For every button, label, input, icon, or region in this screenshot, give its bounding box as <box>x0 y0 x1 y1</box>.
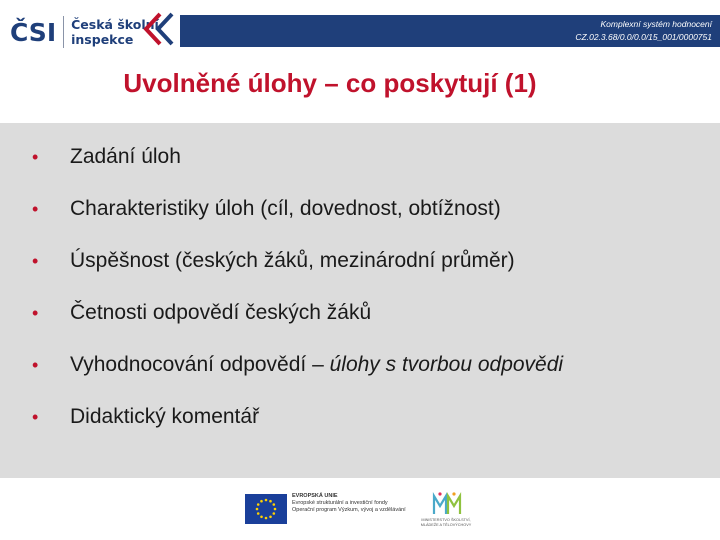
bullet-item <box>32 301 563 353</box>
bullet-text: Úspěšnost (českých žáků, mezinárodní průměr) <box>70 249 515 272</box>
project-name: Komplexní systém hodnocení <box>600 19 712 29</box>
funding-footer <box>0 478 720 540</box>
slide-header <box>0 0 720 62</box>
eu-line-2: Operační program Výzkum, vývoj a vzdělávání <box>292 507 406 513</box>
project-code: CZ.02.3.68/0.0/0.0/15_001/0000751 <box>575 32 712 42</box>
logo-mark-text: ČSI <box>10 17 57 47</box>
msmt-logo-icon <box>420 490 472 518</box>
bullet-text: Zadání úloh <box>70 145 181 168</box>
msmt-logo <box>420 490 472 530</box>
bullet-item <box>32 405 563 457</box>
bullet-item <box>32 249 563 301</box>
bullet-icon: • <box>32 303 39 323</box>
logo-mark <box>10 18 56 47</box>
eu-flag-icon <box>245 494 287 524</box>
bullet-list <box>32 145 563 457</box>
bullet-text: Didaktický komentář <box>70 405 260 428</box>
msmt-text <box>420 518 472 527</box>
bullet-item <box>32 353 563 405</box>
msmt-line-1: MINISTERSTVO ŠKOLSTVÍ, <box>421 518 471 522</box>
logo-line-2: inspekce <box>71 32 134 47</box>
eu-funding-text <box>292 493 410 514</box>
project-info <box>575 18 712 44</box>
csi-logo <box>10 10 159 54</box>
content-area <box>0 123 720 478</box>
slide-title-text: Uvolněné úlohy – co poskytují (1) <box>123 68 537 98</box>
msmt-line-2: MLÁDEŽE A TĚLOVÝCHOVY <box>420 522 472 527</box>
bullet-text <box>70 353 563 377</box>
logo-line-1: Česká školní <box>71 17 159 32</box>
header-band <box>180 15 720 47</box>
logo-separator <box>63 16 64 48</box>
eu-title: EVROPSKÁ UNIE <box>292 493 338 499</box>
chevrons-icon <box>140 12 176 46</box>
bullet-text-plain: Vyhodnocování odpovědí – <box>70 353 330 376</box>
bullet-icon: • <box>32 251 39 271</box>
bullet-text-italic: úlohy s tvorbou odpovědi <box>329 353 564 376</box>
slide-title <box>0 68 720 99</box>
bullet-icon: • <box>32 199 39 219</box>
bullet-text: Četnosti odpovědí českých žáků <box>70 301 372 324</box>
bullet-icon: • <box>32 147 39 167</box>
bullet-item <box>32 145 563 197</box>
eu-line-1: Evropské strukturální a investiční fondy <box>292 500 388 506</box>
bullet-item <box>32 197 563 249</box>
bullet-text: Charakteristiky úloh (cíl, dovednost, obtížnost) <box>70 197 501 220</box>
bullet-icon: • <box>32 407 39 427</box>
bullet-icon: • <box>32 355 39 375</box>
